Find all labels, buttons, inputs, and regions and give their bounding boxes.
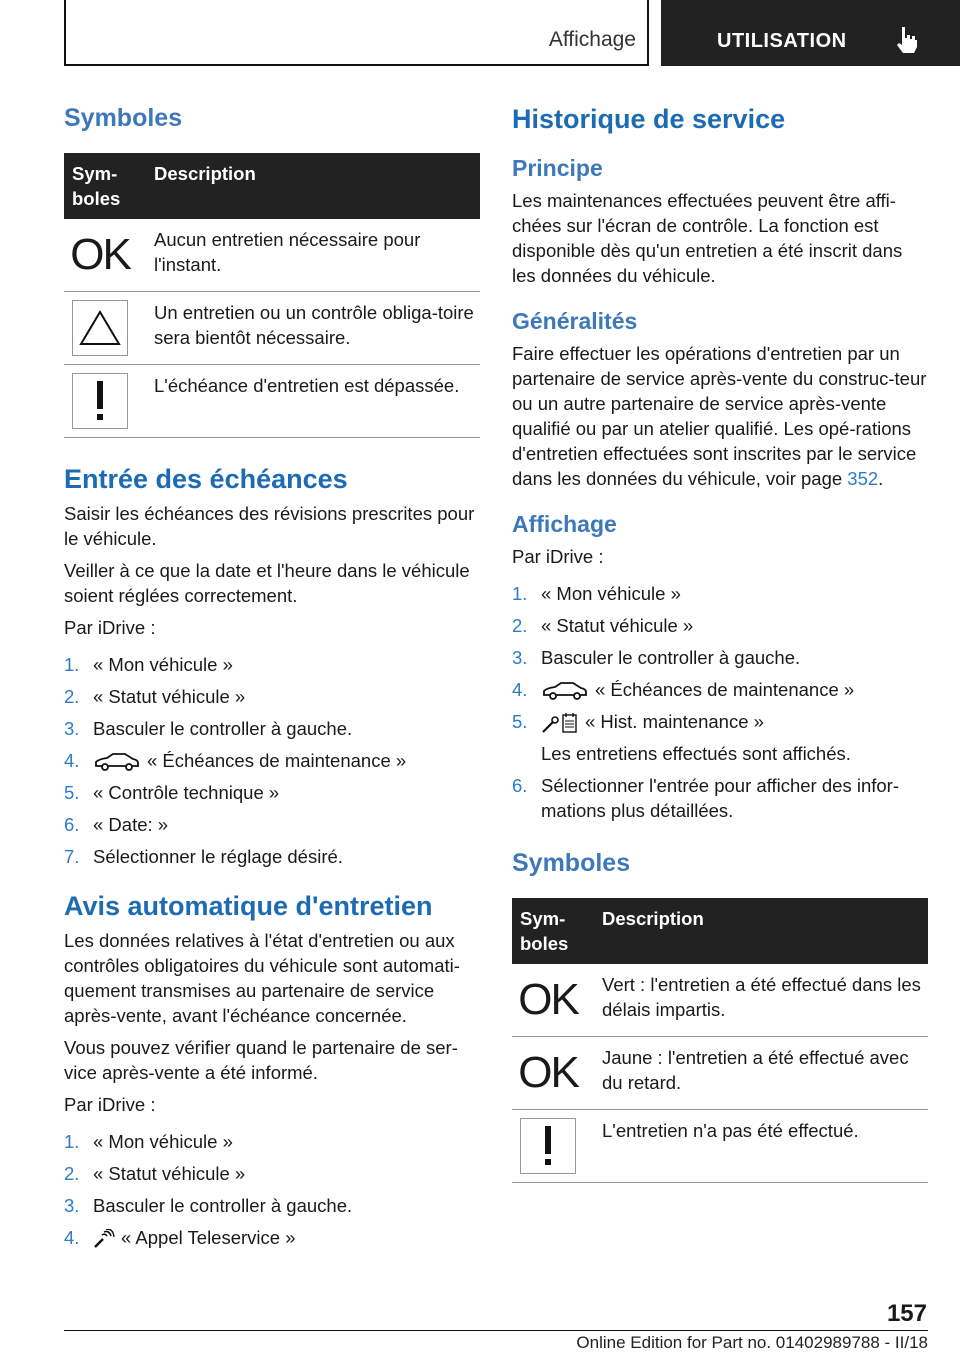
generalites-title: Généralités (512, 308, 638, 334)
hand-pointer-icon (894, 25, 920, 55)
affichage-title: Affichage (512, 511, 617, 537)
list-item: 3. Basculer le controller à gauche. (64, 1195, 353, 1216)
symbols-table-2 (512, 898, 928, 1183)
ok-symbol-icon: OK (70, 230, 130, 279)
footer-rule (64, 1330, 928, 1331)
list-item: 2. « Statut véhicule » (64, 686, 246, 707)
header-frame-right (647, 0, 649, 66)
avis-paragraph-3: Par iDrive : (64, 1094, 156, 1115)
header-section: Affichage (548, 28, 636, 51)
hist-title: Historique de service (512, 104, 786, 134)
car-icon (93, 752, 141, 772)
header-frame-left (64, 0, 66, 66)
list-item: 3. Basculer le controller à gauche. (512, 647, 801, 668)
step-note: Les entretiens effectués sont affichés. (541, 743, 851, 765)
generalites-paragraph: Faire effectuer les opérations d'entretien par un partenaire de service après-vente du construc-teur ou un autre partenaire de service après-vente qualifié ou par un atelier qualifié. Les opé-rations d'entretien effectuées sont inscrites par le service dans les données du véhicule, voir page 352. (512, 343, 927, 489)
list-item: 4. « Appel Teleservice » (64, 1227, 296, 1248)
entree-paragraph-3: Par iDrive : (64, 617, 156, 638)
list-item: 3. Basculer le controller à gauche. (64, 718, 353, 739)
list-item: 7. Sélectionner le réglage désiré. (64, 846, 343, 867)
entree-paragraph-2: Veiller à ce que la date et l'heure dans le véhicule soient réglées correctement. (64, 560, 470, 606)
avis-title: Avis automatique d'entretien (64, 891, 433, 921)
list-item: 1. « Mon véhicule » (64, 1131, 233, 1152)
list-item: 2. « Statut véhicule » (512, 615, 694, 636)
list-item: 1. « Mon véhicule » (512, 583, 681, 604)
page-number: 157 (886, 1300, 927, 1327)
symbols-title-left: Symboles (64, 104, 183, 132)
list-item: 5. « Hist. maintenance » Les entretiens effectués sont affichés. (512, 709, 928, 766)
row-description: Vert : l'entretien a été effectué dans les délais impartis. (594, 964, 928, 1037)
list-item: 6. Sélectionner l'entrée pour afficher des infor-mations plus détaillées. (512, 775, 899, 822)
col-description-header: Description (594, 898, 928, 964)
row-description: Aucun entretien nécessaire pour l'instant. (146, 219, 480, 292)
avis-steps (64, 1129, 480, 1250)
affichage-steps (512, 581, 928, 823)
col-symbols-header: Sym- boles (512, 898, 594, 964)
maintenance-history-icon (541, 712, 579, 734)
principe-title: Principe (512, 155, 603, 181)
warning-triangle-icon (72, 300, 128, 356)
entree-title: Entrée des échéances (64, 464, 348, 494)
exclamation-icon (72, 373, 128, 429)
header-chapter-tab (661, 0, 960, 66)
ok-symbol-icon: OK (518, 1048, 578, 1098)
col-symbols-header: Sym- boles (64, 153, 146, 219)
list-item: 1. « Mon véhicule » (64, 654, 233, 675)
row-description: L'entretien n'a pas été effectué. (594, 1110, 928, 1183)
left-column (64, 100, 480, 1257)
entree-paragraph-1: Saisir les échéances des révisions prescrites pour le véhicule. (64, 503, 475, 549)
table-row (512, 1037, 928, 1110)
row-description: L'échéance d'entretien est dépassée. (146, 365, 480, 438)
entree-steps (64, 652, 480, 869)
affichage-paragraph: Par iDrive : (512, 546, 604, 567)
list-item: 6. « Date: » (64, 814, 169, 835)
edition-note: Online Edition for Part no. 01402989788 - II/18 (576, 1333, 928, 1352)
list-item: 5. « Contrôle technique » (64, 782, 280, 803)
row-description: Jaune : l'entretien a été effectué avec du retard. (594, 1037, 928, 1110)
symbols-title-right: Symboles (512, 849, 631, 878)
table-row (64, 219, 480, 292)
avis-paragraph-1: Les données relatives à l'état d'entretien ou aux contrôles obligatoires du véhicule sont automati-quement transmises au partenaire de service après-vente, avant l'échéance concernée. (64, 930, 460, 1026)
list-item: 4. « Échéances de maintenance » (512, 679, 855, 700)
avis-paragraph-2: Vous pouvez vérifier quand le partenaire de ser-vice après-vente a été informé. (64, 1037, 458, 1083)
table-row (512, 1110, 928, 1183)
header-chapter-label: UTILISATION (717, 30, 847, 52)
wrench-signal-icon (93, 1229, 115, 1249)
table-row (64, 292, 480, 365)
ok-symbol-icon: OK (518, 975, 578, 1025)
right-column (512, 100, 928, 1183)
list-item: 2. « Statut véhicule » (64, 1163, 246, 1184)
header-rule (64, 64, 649, 66)
row-description: Un entretien ou un contrôle obliga-toire sera bientôt nécessaire. (146, 292, 480, 365)
col-description-header: Description (146, 153, 480, 219)
table-header (512, 898, 928, 964)
list-item: 4. « Échéances de maintenance » (64, 750, 407, 771)
table-row (64, 365, 480, 438)
car-icon (541, 681, 589, 701)
exclamation-icon (520, 1118, 576, 1174)
principe-paragraph: Les maintenances effectuées peuvent être affi-chées sur l'écran de contrôle. La fonction est disponible dès qu'un entretien a été inscrit dans les données du véhicule. (512, 190, 903, 286)
page-link[interactable]: 352 (847, 468, 879, 489)
table-header (64, 153, 480, 219)
symbols-table-1 (64, 153, 480, 438)
table-row (512, 964, 928, 1037)
